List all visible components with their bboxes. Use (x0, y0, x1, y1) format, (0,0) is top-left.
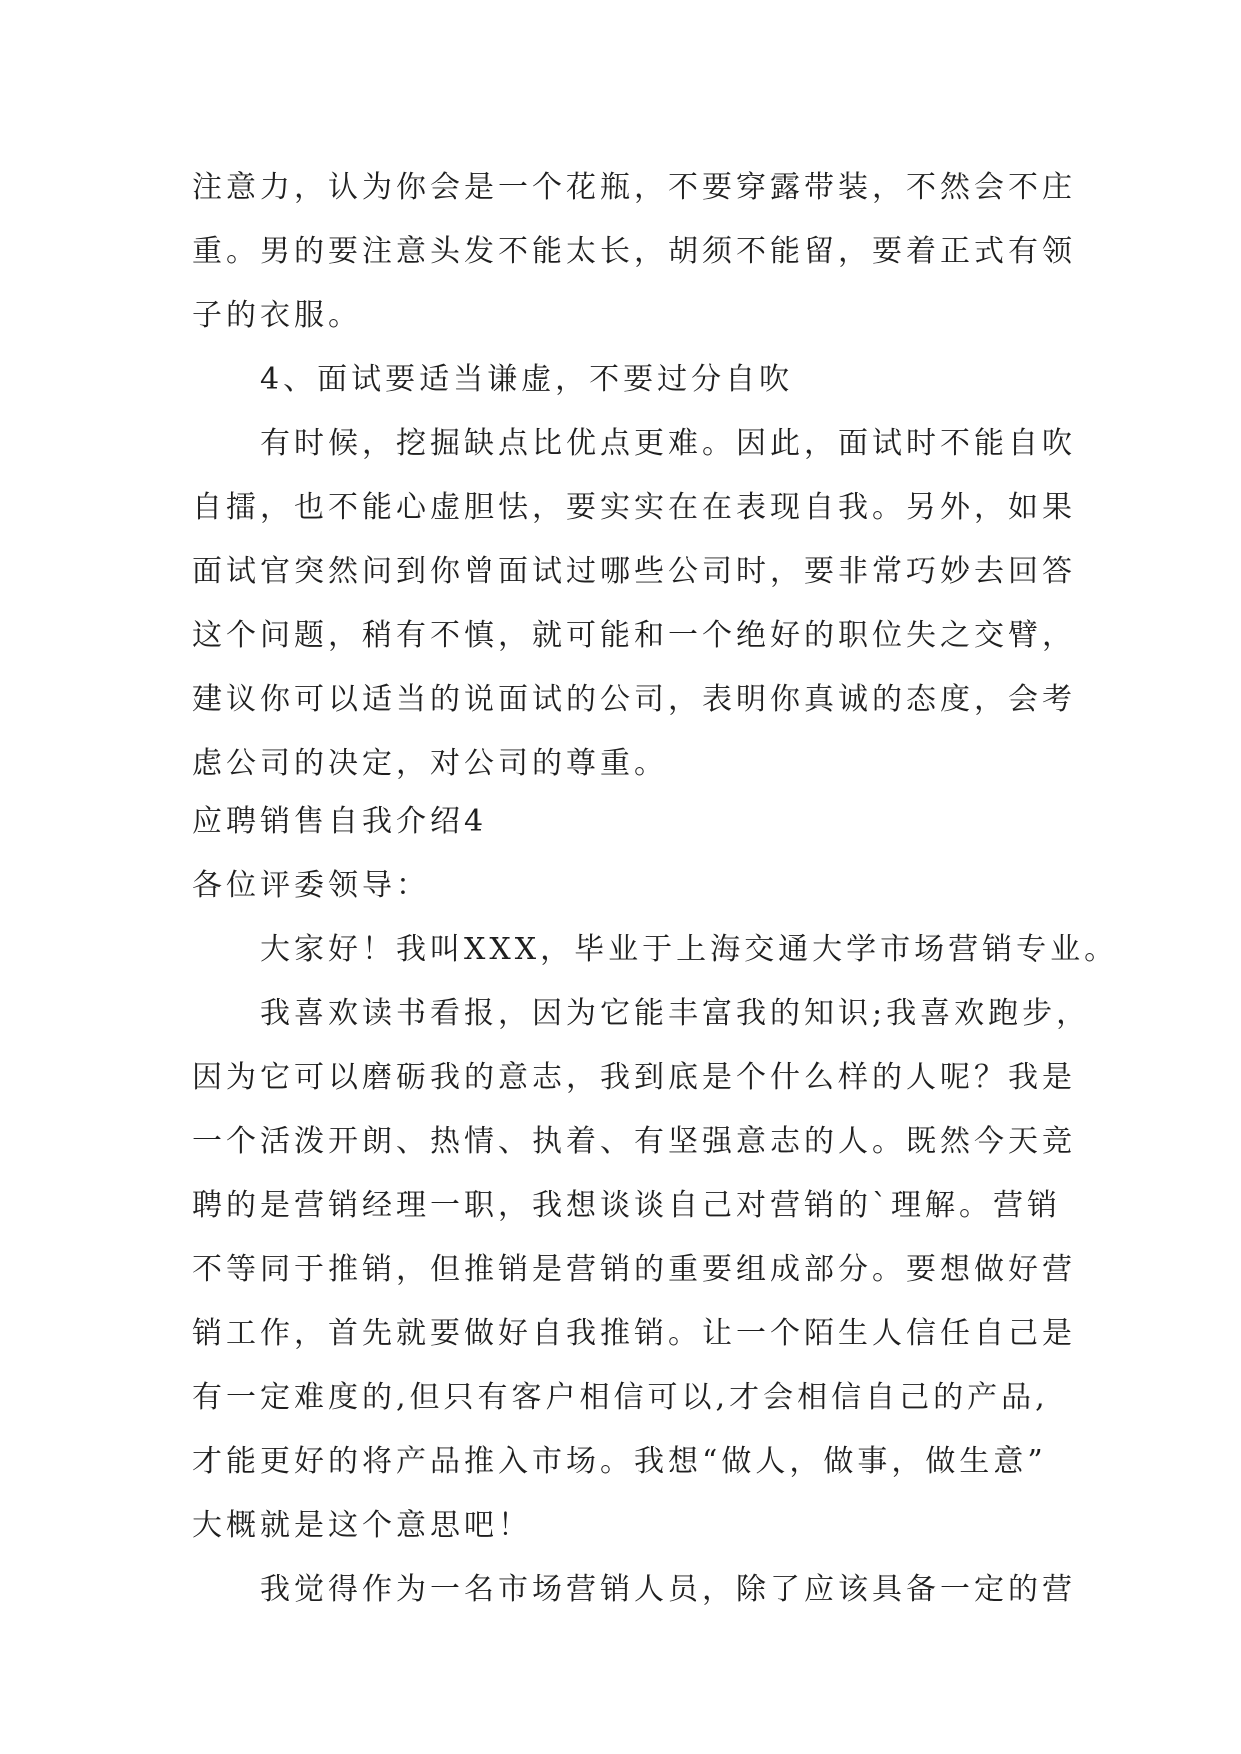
text-line: 因为它可以磨砺我的意志，我到底是个什么样的人呢？我是 (192, 1060, 1076, 1095)
text-line: 才能更好的将产品推入市场。我想“做人，做事，做生意” (192, 1444, 1047, 1479)
text-line: 注意力，认为你会是一个花瓶，不要穿露带装，不然会不庄 (192, 170, 1076, 205)
text-line: 有时候，挖掘缺点比优点更难。因此，面试时不能自吹 (260, 426, 1076, 461)
text-line: 聘的是营销经理一职，我想谈谈自己对营销的`理解。营销 (192, 1188, 1061, 1223)
greeting: 各位评委领导： (192, 868, 430, 903)
text-line: 大概就是这个意思吧！ (192, 1508, 532, 1543)
text-line: 自擂，也不能心虚胆怯，要实实在在表现自我。另外，如果 (192, 490, 1076, 525)
text-line: 有一定难度的,但只有客户相信可以,才会相信自己的产品, (192, 1380, 1049, 1415)
section-heading: 应聘销售自我介绍4 (192, 804, 488, 839)
text-line: 销工作，首先就要做好自我推销。让一个陌生人信任自己是 (192, 1316, 1076, 1351)
text-line: 这个问题，稍有不慎，就可能和一个绝好的职位失之交臂， (192, 618, 1076, 653)
text-line: 重。男的要注意头发不能太长，胡须不能留，要着正式有领 (192, 234, 1076, 269)
text-line: 面试官突然问到你曾面试过哪些公司时，要非常巧妙去回答 (192, 554, 1076, 589)
text-line: 不等同于推销，但推销是营销的重要组成部分。要想做好营 (192, 1252, 1076, 1287)
text-block-top (192, 156, 1076, 796)
text-line: 子的衣服。 (192, 298, 362, 333)
text-line: 虑公司的决定，对公司的尊重。 (192, 746, 668, 781)
text-line: 大家好！我叫XXX，毕业于上海交通大学市场营销专业。 (260, 932, 1119, 967)
text-line: 我喜欢读书看报，因为它能丰富我的知识;我喜欢跑步， (260, 996, 1091, 1031)
text-line: 一个活泼开朗、热情、执着、有坚强意志的人。既然今天竞 (192, 1124, 1076, 1159)
numbered-heading: 4、面试要适当谦虚，不要过分自吹 (260, 362, 794, 397)
text-line: 我觉得作为一名市场营销人员，除了应该具备一定的营 (260, 1572, 1076, 1607)
text-line: 建议你可以适当的说面试的公司，表明你真诚的态度，会考 (192, 682, 1076, 717)
text-block-bottom (192, 790, 1119, 1622)
